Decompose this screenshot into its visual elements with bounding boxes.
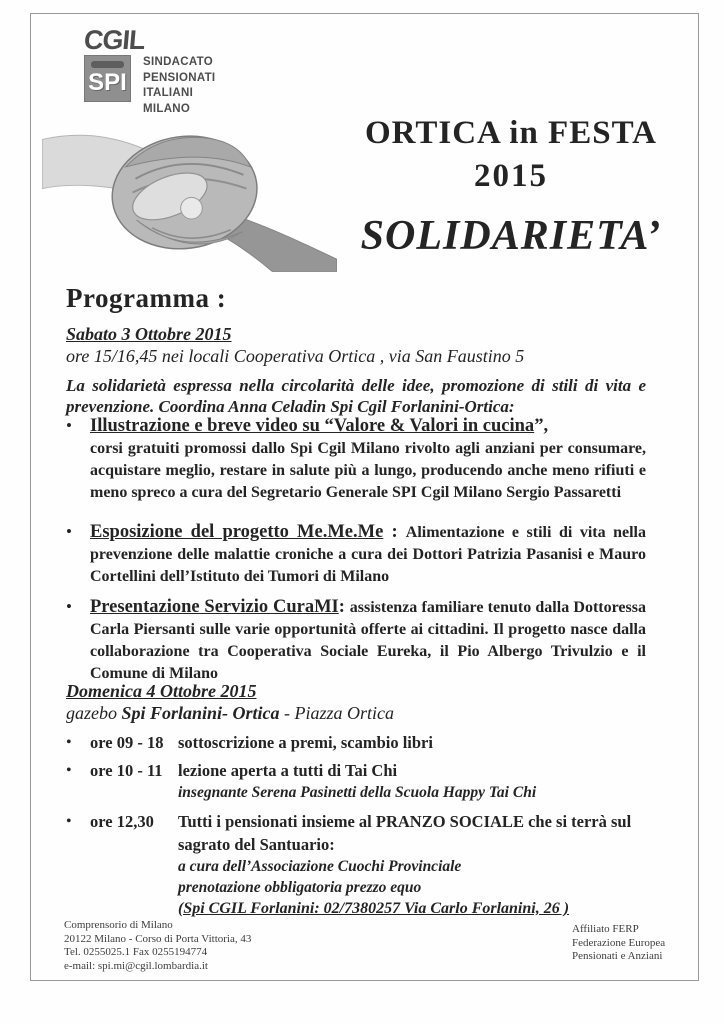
footer-affiliation-block <box>572 923 665 964</box>
saturday-venue-line: ore 15/16,45 nei locali Cooperativa Ortica , via San Faustino 5 <box>66 346 525 366</box>
page-title <box>335 112 687 260</box>
title-line-1: ORTICA in FESTA <box>365 115 657 151</box>
bullet-icon: • <box>66 522 72 541</box>
org-line: MILANO <box>143 102 191 115</box>
sunday-item-3-subtext-1: a cura dell’Associazione Cuochi Provinciale <box>178 858 462 875</box>
bullet-icon: • <box>66 597 72 616</box>
footer-line: Federazione Europea <box>572 936 666 949</box>
sunday-item-2 <box>66 759 646 803</box>
saturday-item-1-body: corsi gratuiti promossi dallo Spi Cgil Milano rivolto agli anziani per consumare, acquistare meglio, restare in salute più a lungo, producendo anche meno rifiuti e meno spreco a cura del Segretario Generale SPI Cgil Milano Sergio Passaretti <box>90 440 646 501</box>
spi-logo-bar <box>91 61 124 68</box>
saturday-item-2 <box>66 521 646 588</box>
footer-line: Pensionati e Anziani <box>572 950 663 962</box>
sunday-item-2-subtext: insegnante Serena Pasinetti della Scuola Happy Tai Chi <box>178 784 537 801</box>
sunday-item-3 <box>66 810 646 919</box>
spi-cgil-logo <box>82 25 216 117</box>
footer-line: Tel. 0255025.1 Fax 0255194774 <box>64 946 208 958</box>
saturday-item-3 <box>66 596 646 685</box>
sunday-item-2-text: lezione aperta a tutti di Tai Chi <box>178 761 398 780</box>
bullet-icon: • <box>66 416 72 435</box>
sunday-item-3-time: ore 12,30 <box>90 812 154 831</box>
footer-line: e-mail: spi.mi@cgil.lombardia.it <box>64 959 208 972</box>
org-line: SINDACATO <box>143 56 213 68</box>
spi-logo-box <box>84 55 131 102</box>
saturday-item-3-text: Presentazione Servizio CuraMI: assistenza familiare tenuto dalla Dottoressa Carla Piersanti sulle varie opportunità offerte ai cittadini. Il progetto nasce dalla collaborazione tra Cooperativa Sociale Eureka, il Pio Albergo Trivulzio e il Comune di Milano <box>90 597 646 682</box>
sunday-item-1-text: sottoscrizione a premi, scambio libri <box>178 733 433 752</box>
sunday-date-heading: Domenica 4 Ottobre 2015 <box>66 681 257 701</box>
sunday-item-2-time: ore 10 - 11 <box>90 761 163 780</box>
saturday-item-1 <box>66 415 646 504</box>
sunday-item-3-subtext-2: prenotazione obbligatoria prezzo equo <box>178 879 422 896</box>
spi-logo-text: SPI <box>88 69 127 96</box>
saturday-date-heading: Sabato 3 Ottobre 2015 <box>66 324 232 344</box>
cgil-logo-text: CGIL <box>82 25 146 55</box>
handshake-image <box>42 110 337 272</box>
bullet-icon: • <box>66 813 72 830</box>
sunday-item-1 <box>66 731 646 754</box>
sunday-item-3-contact-line: (Spi CGIL Forlanini: 02/7380257 Via Carlo Forlanini, 26 ) <box>178 900 570 917</box>
sunday-item-3-text: Tutti i pensionati insieme al PRANZO SOCIALE che si terrà sul sagrato del Santuario: <box>178 812 632 854</box>
saturday-item-1-title: Illustrazione e breve video su “Valore & Valori in cucina”, <box>90 416 549 436</box>
footer-line: Comprensorio di Milano <box>64 919 173 931</box>
bullet-icon: • <box>66 762 72 779</box>
saturday-item-2-text: Esposizione del progetto Me.Me.Me : Alimentazione e stili di vita nella prevenzione delle malattie croniche a cura dei Dottori Patrizia Pasanisi e Mauro Cortellini dell’Istituto dei Tumori di Milano <box>90 522 647 585</box>
footer-address-block <box>64 919 251 973</box>
bullet-icon: • <box>66 734 72 751</box>
footer-line: Affiliato FERP <box>572 923 639 935</box>
org-name-lines <box>143 55 215 117</box>
sunday-item-1-time: ore 09 - 18 <box>90 733 164 752</box>
title-line-2: 2015 <box>474 158 548 194</box>
sunday-venue-line: gazebo Spi Forlanini- Ortica - Piazza Ortica <box>66 703 395 723</box>
title-line-3: SOLIDARIETA’ <box>360 213 662 259</box>
org-line: ITALIANI <box>143 87 194 99</box>
saturday-intro-text: La solidarietà espressa nella circolarità delle idee, promozione di stili di vita e prevenzione. Coordina Anna Celadin Spi Cgil Forlanini-Ortica: <box>66 376 646 416</box>
program-heading: Programma : <box>66 283 227 313</box>
footer-line: 20122 Milano - Corso di Porta Vittoria, 43 <box>64 932 252 945</box>
org-line: PENSIONATI <box>143 71 216 84</box>
